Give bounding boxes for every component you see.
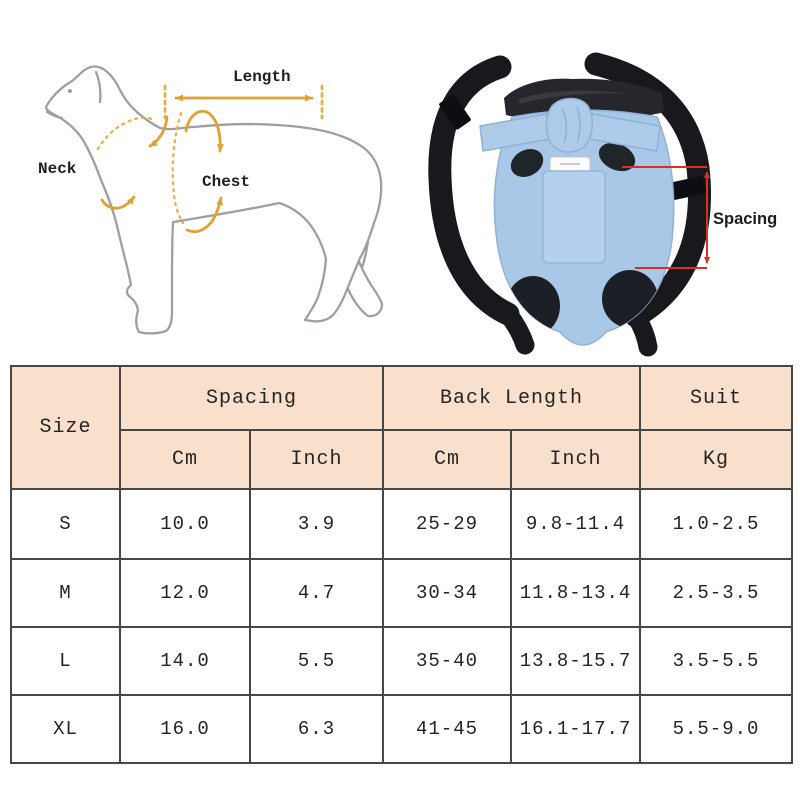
cell-spacing-cm: 14.0: [120, 627, 250, 695]
cell-spacing-inch: 6.3: [250, 695, 383, 763]
cell-suit-kg: 3.5-5.5: [640, 627, 792, 695]
header-back-cm: Cm: [383, 430, 511, 489]
neck-label: Neck: [38, 160, 77, 178]
cell-suit-kg: 2.5-3.5: [640, 559, 792, 627]
cell-spacing-inch: 3.9: [250, 489, 383, 559]
cell-back-inch: 11.8-13.4: [511, 559, 640, 627]
dog-eye: [68, 89, 72, 93]
cell-back-inch: 16.1-17.7: [511, 695, 640, 763]
header-suit-kg: Kg: [640, 430, 792, 489]
dog-diagram-svg: [0, 0, 400, 360]
dog-body: [46, 67, 381, 334]
header-back-length: Back Length: [383, 366, 640, 430]
table-row: [11, 489, 792, 559]
cell-back-cm: 25-29: [383, 489, 511, 559]
cell-back-inch: 9.8-11.4: [511, 489, 640, 559]
table-header-row-units: [11, 430, 792, 489]
cell-back-cm: 30-34: [383, 559, 511, 627]
right-strap-tail: [636, 316, 648, 347]
cell-back-cm: 41-45: [383, 695, 511, 763]
length-label: Length: [233, 68, 291, 86]
cell-spacing-inch: 4.7: [250, 559, 383, 627]
table-row: [11, 559, 792, 627]
dog-measurement-diagram: [0, 0, 400, 360]
cell-back-cm: 35-40: [383, 627, 511, 695]
cell-back-inch: 13.8-15.7: [511, 627, 640, 695]
cell-spacing-cm: 16.0: [120, 695, 250, 763]
header-size: Size: [11, 366, 120, 489]
left-strap-tail: [508, 314, 525, 345]
spacing-label: Spacing: [713, 210, 778, 228]
cell-suit-kg: 5.5-9.0: [640, 695, 792, 763]
cell-size: L: [11, 627, 120, 695]
chest-label: Chest: [202, 173, 251, 191]
front-pocket: [543, 171, 605, 263]
header-spacing-inch: Inch: [250, 430, 383, 489]
cell-suit-kg: 1.0-2.5: [640, 489, 792, 559]
table-row: [11, 695, 792, 763]
header-suit: Suit: [640, 366, 792, 430]
header-spacing: Spacing: [120, 366, 383, 430]
waist-band-knot: [546, 99, 592, 153]
cell-size: XL: [11, 695, 120, 763]
table-header-row-groups: [11, 366, 792, 430]
dog-outline: [46, 67, 382, 334]
cell-size: S: [11, 489, 120, 559]
header-back-inch: Inch: [511, 430, 640, 489]
carrier-photo-svg: [400, 0, 800, 360]
header-spacing-cm: Cm: [120, 430, 250, 489]
cell-spacing-inch: 5.5: [250, 627, 383, 695]
size-table: [10, 365, 793, 764]
carrier-backpack-photo: [400, 0, 800, 360]
cell-spacing-cm: 10.0: [120, 489, 250, 559]
cell-size: M: [11, 559, 120, 627]
table-row: [11, 627, 792, 695]
cell-spacing-cm: 12.0: [120, 559, 250, 627]
